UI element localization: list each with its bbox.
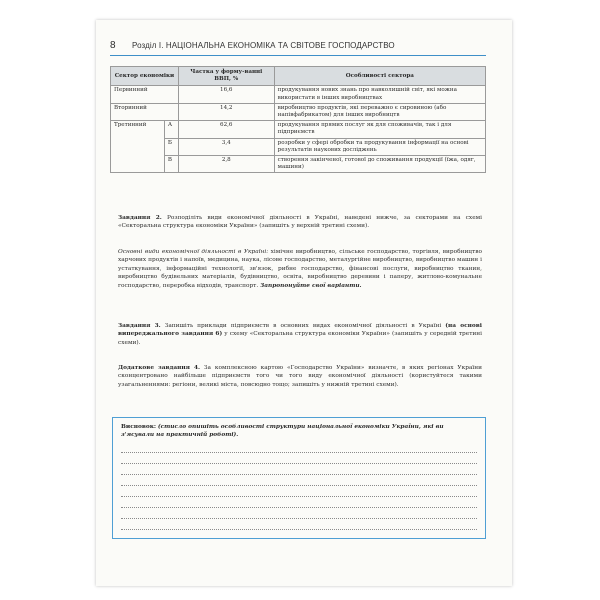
subsector-letter: Б — [164, 138, 178, 155]
table-header-row — [111, 67, 486, 86]
sector-share: 3,4 — [178, 138, 274, 155]
task-2-note: Запропонуйте свої варіанти. — [260, 282, 362, 289]
conclusion-box — [112, 417, 486, 539]
sector-feature: продукування нових знань про навколишній світ, які можна використати в інших виробництвах — [274, 86, 485, 103]
section-title: Розділ І. НАЦІОНАЛЬНА ЕКОНОМІКА ТА СВІТОВЕ ГОСПОДАРСТВО — [132, 41, 395, 50]
sector-feature: виробництво продуктів, які переважно є сировиною (або напівфабрикатом) для інших виробництв — [274, 103, 485, 120]
conclusion-label: Висновок: — [121, 424, 157, 430]
answer-line[interactable] — [121, 485, 477, 486]
page-number: 8 — [110, 40, 116, 51]
sector-share: 62,6 — [178, 121, 274, 138]
subsector-letter: А — [164, 121, 178, 138]
task-3-text-b: у схему «Секторальна структура економіки України» (запишіть у середній третині схеми). — [118, 331, 482, 346]
task-3 — [118, 322, 482, 347]
activity-list-label: Основні види економічної діяльності в Україні: — [118, 249, 269, 255]
answer-line[interactable] — [121, 507, 477, 508]
conclusion-prompt — [121, 423, 477, 440]
page-header — [110, 40, 486, 54]
task-3-label: Завдання 3. — [118, 323, 161, 329]
activity-list — [118, 248, 482, 290]
answer-line[interactable] — [121, 474, 477, 475]
sector-feature: продукування прямих послуг як для споживачів, так і для підприємств — [274, 121, 485, 138]
answer-line[interactable] — [121, 529, 477, 530]
answer-line[interactable] — [121, 518, 477, 519]
task-4-label: Додаткове завдання 4. — [118, 365, 201, 371]
sector-name: Третинний — [111, 121, 165, 173]
table-row — [111, 86, 486, 103]
task-2-label: Завдання 2. — [118, 215, 162, 221]
sector-feature: розробки у сфері обробки та продукування інформації на основі результатів наукових досліджень — [274, 138, 485, 155]
header-rule — [110, 55, 486, 56]
sector-table — [110, 66, 486, 173]
sector-feature: створення закінченої, готової до споживання продукції (їжа, одяг, машини) — [274, 156, 485, 173]
table-row — [111, 103, 486, 120]
sector-share: 16,6 — [178, 86, 274, 103]
table-row — [111, 156, 486, 173]
conclusion-instruction: (стисло опишіть особливості структури національної економіки України, які ви з'ясували на практичній роботі). — [121, 424, 444, 439]
subsector-letter: В — [164, 156, 178, 173]
sector-share: 2,8 — [178, 156, 274, 173]
sector-name: Первинний — [111, 86, 179, 103]
header-sector: Сектор економіки — [111, 67, 179, 86]
task-3-text-a: Запишіть приклади підприємств в основних видах економічної діяльності в Україні — [164, 323, 442, 329]
answer-line[interactable] — [121, 463, 477, 464]
sector-share: 14,2 — [178, 103, 274, 120]
task-2-text: Розподіліть види економічної діяльності в Україні, наведені нижче, за секторами на схемі «Секторальна структура економіки України» (запишіть у верхній третині схеми). — [118, 215, 482, 230]
activity-list-text: хімічне виробництво, сільське господарство, торгівля, виробництво харчових продуктів і напоїв, медицина, наука, лісове господарство, металургійне виробництво, виробництво машин і устаткування, інформаційні технології, зв'язок, рибне господарство, фінансові послуги, виробництво тканин, виробництво будівельних матеріалів, будівництво, освіта, виробництво деревини і паперу, житлово-комунальне господарство, переробка відходів, транспорт. — [118, 249, 482, 289]
answer-line[interactable] — [121, 452, 477, 453]
task-2 — [118, 214, 482, 231]
header-features: Особливості сектора — [274, 67, 485, 86]
table-row — [111, 121, 486, 138]
task-3-bold: (на основі випереджального завдання 6) — [118, 323, 482, 338]
task-4-text: За комплексною картою «Господарство України» визначте, в яких регіонах України сконцентровано найбільше підприємств того чи того виду економічної діяльності (користуйтеся такими узагальненнями: регіони, великі міста, повсюдно тощо; запишіть у нижній третині схеми). — [118, 365, 482, 388]
task-4 — [118, 364, 482, 389]
sector-name: Вторинний — [111, 103, 179, 120]
answer-line[interactable] — [121, 496, 477, 497]
header-share: Частка у форму-ванні ВВП, % — [178, 67, 274, 86]
table-row — [111, 138, 486, 155]
